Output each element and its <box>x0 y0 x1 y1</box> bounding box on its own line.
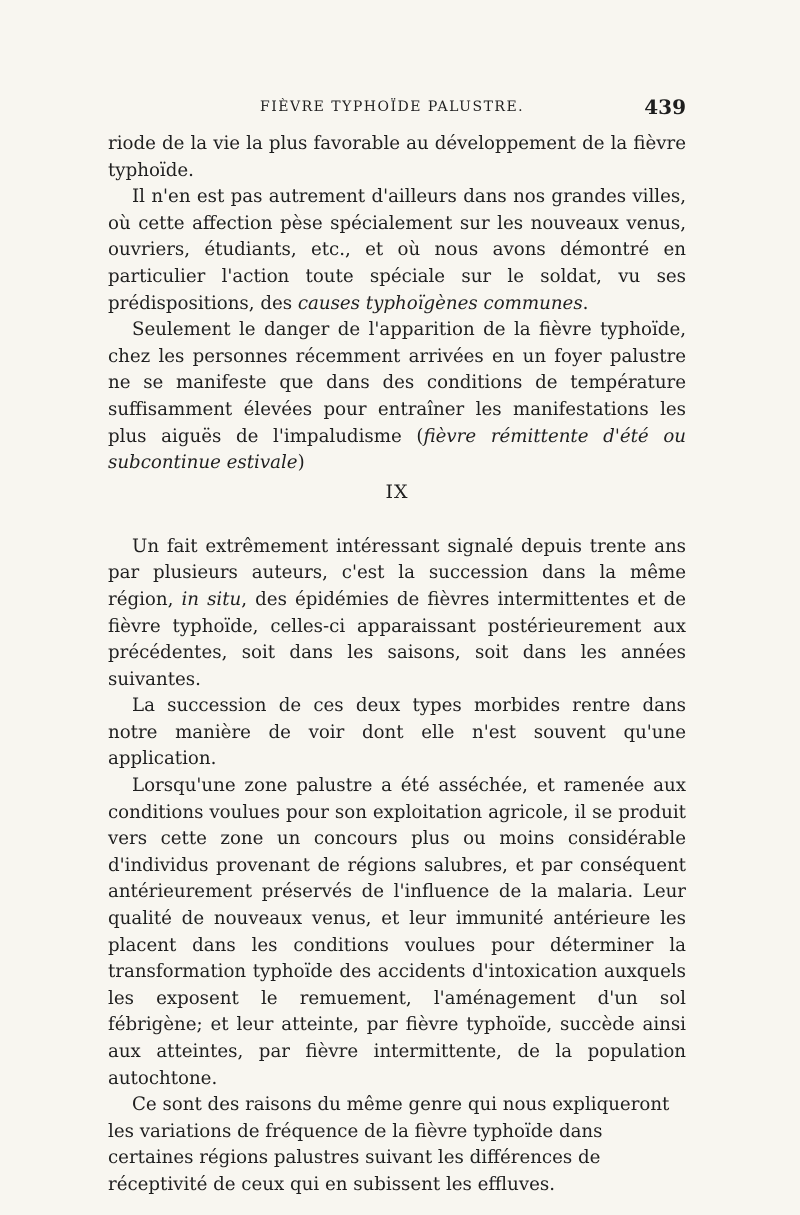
paragraph-text: Il n'en est pas autrement d'ailleurs dans nos grandes villes, où cette affection pèse spécialement sur les nouveaux venus, ouvriers, étudiants, etc., et où nous avons démontré en particulier l'action toute spéciale sur le soldat, vu ses prédispositions, des <box>108 186 686 314</box>
paragraph-text: riode de la vie la plus favorable au développement de la fièvre typhoïde. <box>108 133 686 181</box>
body-text <box>108 131 686 1199</box>
paragraph-text: , des épidémies de fièvres intermittentes et de fièvre typhoïde, celles-ci apparaissant postérieurement aux précédentes, soit dans les saisons, soit dans les années suivantes. <box>108 588 686 690</box>
italic-phrase: causes typhoïgènes communes <box>297 292 583 314</box>
paragraph-text: Seulement le danger de l'apparition de la fièvre typhoïde, chez les personnes récemment arrivées en un foyer palustre ne se manifeste que dans des conditions de température suffisamment élevées pour entraîner les manifestations les plus aiguës de l'impaludisme ( <box>108 319 686 447</box>
paragraph-text: Ce sont des raisons du même genre qui nous expliqueront les variations de fréquence de la fièvre typhoïde dans certaines régions palustres suivant les différences de réceptivité de ceux qui en subissent les effluves. <box>108 1094 670 1195</box>
paragraph-text: Lorsqu'une zone palustre a été asséchée, et ramenée aux conditions voulues pour son exploitation agricole, il se produit vers cette zone un concours plus ou moins considérable d'individus provenant de régions salubres, et par conséquent antérieurement préservés de l'influence de la malaria. Leur qualité de nouveaux venus, et leur immunité antérieure les placent dans les conditions voulues pour déterminer la transformation typhoïde des accidents d'intoxication auxquels les exposent le remuement, l'aménagement d'un sol fébrigène; et leur atteinte, par fièvre typhoïde, succède ainsi aux atteintes, par fièvre intermittente, de la population autochtone. <box>108 775 686 1089</box>
paragraph-succession <box>108 534 686 694</box>
paragraph-text: La succession de ces deux types morbides rentre dans notre manière de voir dont elle n'est souvent qu'une application. <box>108 695 686 770</box>
italic-phrase: fièvre rémittente d'été ou subcontinue estivale <box>108 425 686 474</box>
paragraph-continued <box>108 131 686 184</box>
paragraph-morbid-types <box>108 693 686 773</box>
paragraph-text: ) <box>297 452 305 474</box>
paragraph-frequency <box>108 1092 686 1198</box>
paragraph-danger <box>108 317 686 477</box>
paragraph-drained-zone <box>108 773 686 1092</box>
running-head: FIÈVRE TYPHOÏDE PALUSTRE. <box>260 99 525 115</box>
section-heading: IX <box>385 480 409 503</box>
page-header <box>108 95 686 121</box>
paragraph-text: . <box>582 292 589 314</box>
paragraph-big-cities <box>108 184 686 317</box>
page-number: 439 <box>644 95 686 119</box>
italic-phrase: in situ <box>181 588 242 610</box>
paragraph-text: Un fait extrêmement intéressant signalé depuis trente ans par plusieurs auteurs, c'est la succession dans la même région, <box>108 535 686 610</box>
